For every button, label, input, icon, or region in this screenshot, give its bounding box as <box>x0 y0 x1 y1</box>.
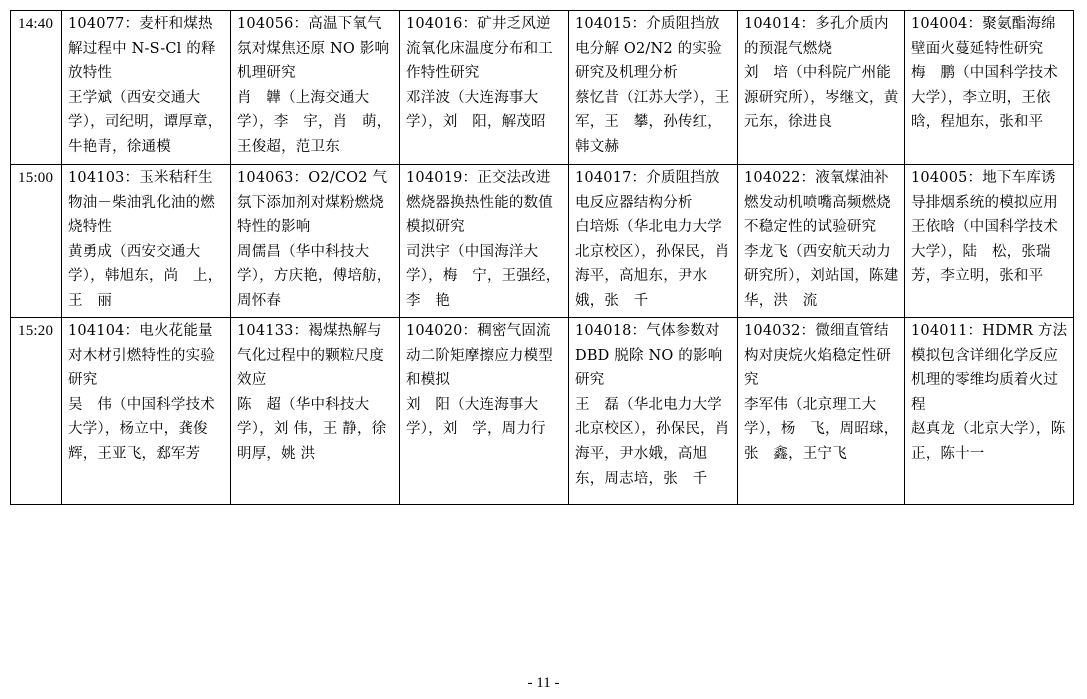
paper-authors: 李龙飞（西安航天动力研究所），刘站国，陈建华，洪 流 <box>744 243 899 309</box>
schedule-row <box>11 165 1074 318</box>
paper-cell <box>738 318 905 505</box>
paper-authors: 吴 伟（中国科学技术大学），杨立中，龚俊辉，王亚飞，郄军芳 <box>68 396 215 462</box>
time-slot: 14:40 <box>11 11 62 165</box>
paper-cell <box>905 318 1081 505</box>
paper-cell <box>62 11 231 165</box>
paper-title: 104103：玉米秸秆生物油－柴油乳化油的燃烧特性 <box>68 170 215 236</box>
paper-title: 104063：O2/CO2 气氛下添加剂对煤粉燃烧特性的影响 <box>237 170 388 236</box>
paper-authors: 黄勇成（西安交通大学），韩旭东，尚 上，王 丽 <box>68 243 223 309</box>
paper-title: 104017：介质阻挡放电反应器结构分析 <box>575 170 720 211</box>
paper-authors: 赵真龙（北京大学），陈 正，陈十一 <box>911 421 1081 462</box>
paper-cell <box>62 165 231 318</box>
paper-cell <box>231 11 400 165</box>
paper-title: 104032：微细直管结构对庚烷火焰稳定性研究 <box>744 323 891 389</box>
paper-cell <box>569 165 738 318</box>
paper-cell <box>400 318 569 505</box>
paper-title: 104104：电火花能量对木材引燃特性的实验研究 <box>68 323 215 389</box>
paper-authors: 周儒昌（华中科技大学），方庆艳，傅培舫，周怀春 <box>237 243 392 309</box>
paper-authors: 刘 阳（大连海事大学），刘 学，周力行 <box>406 396 546 438</box>
paper-cell <box>905 165 1074 318</box>
paper-title: 104019：正交法改进燃烧器换热性能的数值模拟研究 <box>406 170 553 236</box>
paper-authors: 梅 鹏（中国科学技术大学），李立明，王依晗，程旭东，张和平 <box>911 65 1058 131</box>
page-number: - 11 - <box>527 675 560 691</box>
paper-title: 104004：聚氨酯海绵壁面火蔓延特性研究 <box>911 16 1056 57</box>
paper-cell <box>738 11 905 165</box>
paper-authors: 王依晗（中国科学技术大学），陆 松，张瑞芳，李立明，张和平 <box>911 219 1058 285</box>
paper-title: 104015：介质阻挡放电分解 O2/N2 的实验研究及机理分析 <box>575 16 722 82</box>
paper-cell <box>400 165 569 318</box>
paper-title: 104077：麦杆和煤热解过程中 N-S-Cl 的释放特性 <box>68 16 216 82</box>
schedule-row <box>11 318 1074 505</box>
paper-cell <box>569 318 738 505</box>
paper-authors: 王 磊（华北电力大学北京校区），孙保民，肖海平，尹水娥，高旭东，周志培，张 千 <box>575 396 730 487</box>
paper-title: 104018：气体参数对 DBD 脱除 NO 的影响研究 <box>575 323 723 389</box>
paper-authors: 陈 超（华中科技大学），刘 伟，王 静，徐明厚，姚 洪 <box>237 396 387 462</box>
paper-cell <box>231 165 400 318</box>
paper-cell <box>905 11 1074 165</box>
paper-title: 104014：多孔介质内的预混气燃烧 <box>744 16 889 57</box>
paper-cell <box>231 318 400 505</box>
paper-authors: 白培烁（华北电力大学北京校区），孙保民，肖海平，高旭东，尹水娥，张 千 <box>575 219 730 309</box>
paper-title: 104020：稠密气固流动二阶矩摩擦应力模型和模拟 <box>406 323 553 389</box>
time-slot: 15:00 <box>11 165 62 318</box>
time-slot: 15:20 <box>11 318 62 505</box>
paper-authors: 肖 韡（上海交通大学），李 宇，肖 萌，王俊超，范卫东 <box>237 89 392 155</box>
paper-title: 104022：液氧煤油补燃发动机喷嘴高频燃烧不稳定性的试验研究 <box>744 170 891 236</box>
paper-title: 104016：矿井乏风逆流氧化床温度分布和工作特性研究 <box>406 16 553 82</box>
paper-authors: 蔡忆昔（江苏大学），王 军，王 攀，孙传红，韩文赫 <box>575 89 745 155</box>
paper-authors: 刘 培（中科院广州能源研究所），岑继文，黄元东，徐进良 <box>744 65 899 131</box>
paper-title: 104005：地下车库诱导排烟系统的模拟应用 <box>911 170 1058 211</box>
paper-authors: 司洪宇（中国海洋大学），梅 宁，王强经，李 艳 <box>406 243 561 309</box>
paper-cell <box>400 11 569 165</box>
paper-title: 104011：HDMR 方法模拟包含详细化学反应机理的零维均质着火过程 <box>911 323 1068 413</box>
paper-cell <box>569 11 745 165</box>
paper-authors: 邓洋波（大连海事大学），刘 阳，解茂昭 <box>406 89 546 131</box>
paper-title: 104056：高温下氧气氛对煤焦还原 NO 影响机理研究 <box>237 16 390 82</box>
paper-cell <box>62 318 231 505</box>
paper-title: 104133：褐煤热解与气化过程中的颗粒尺度效应 <box>237 323 384 389</box>
paper-authors: 李军伟（北京理工大学），杨 飞，周昭球，张 鑫，王宁飞 <box>744 396 899 462</box>
conference-schedule-table <box>10 10 1081 505</box>
paper-authors: 王学斌（西安交通大学），司纪明，谭厚章，牛艳青，徐通模 <box>68 89 223 155</box>
paper-cell <box>738 165 905 318</box>
schedule-row <box>11 11 1074 165</box>
schedule-body <box>11 11 1081 505</box>
